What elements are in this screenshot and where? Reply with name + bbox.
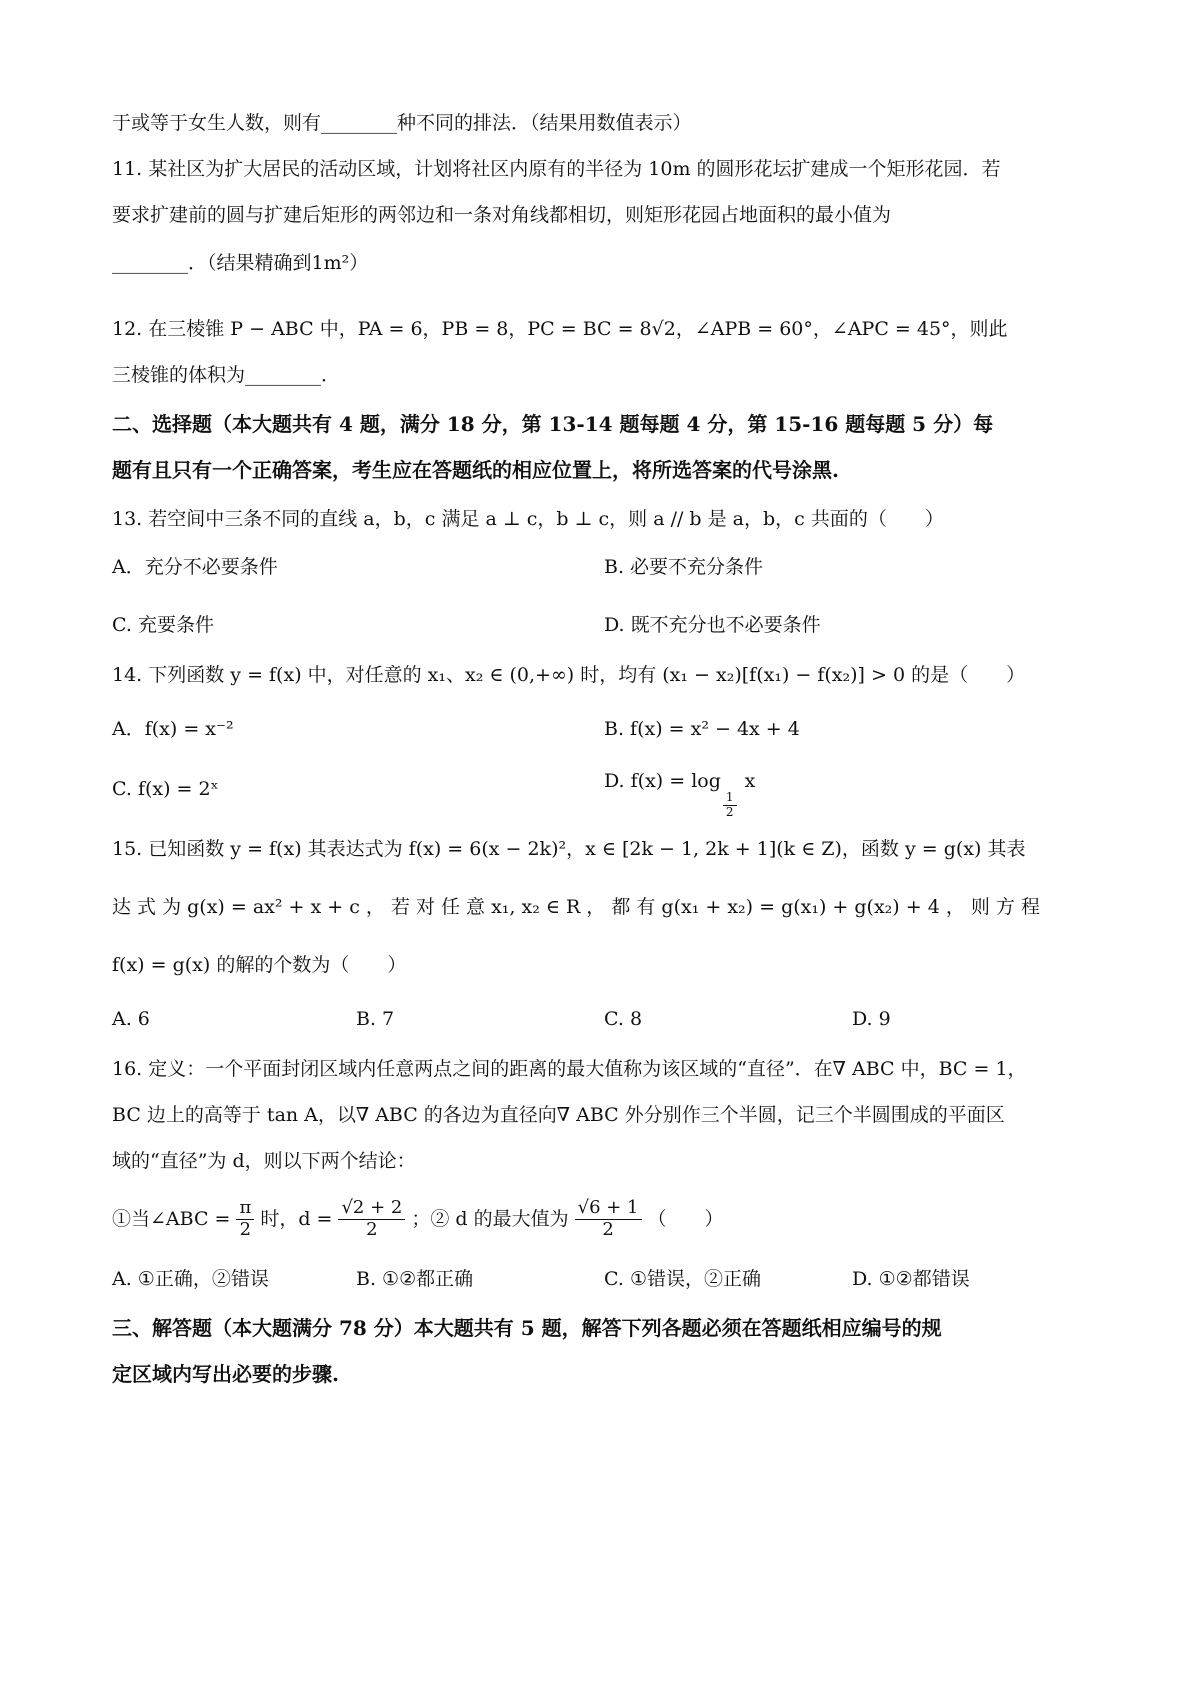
q11-line1: 11. 某社区为扩大居民的活动区域，计划将社区内原有的半径为 10m 的圆形花坛扩建成一个矩形花园．若: [112, 158, 1001, 180]
q11-line2: 要求扩建前的圆与扩建后矩形的两邻边和一条对角线都相切，则矩形花园占地面积的最小值为: [112, 204, 892, 226]
q14-d-log-base: [723, 791, 737, 820]
q14-option-a: A．f(x) = x⁻²: [112, 718, 234, 740]
q15-option-c: C. 8: [604, 1008, 643, 1030]
q16-frac3-numerator: √6 + 1: [575, 1198, 642, 1220]
section3-heading-line2: 定区域内写出必要的步骤.: [112, 1362, 339, 1386]
section2-heading-line1: 二、选择题（本大题共有 4 题，满分 18 分，第 13-14 题每题 4 分，第 15-16 题每题 5 分）每: [112, 412, 994, 436]
q16-frac2-numerator: √2 + 2: [338, 1198, 405, 1220]
q13-option-b: B. 必要不充分条件: [604, 556, 764, 578]
q16-line1: 16. 定义：一个平面封闭区域内任意两点之间的距离的最大值称为该区域的“直径”．在∇ ABC 中，BC = 1，: [112, 1058, 1027, 1080]
q16-line3: 域的“直径”为 d，则以下两个结论：: [112, 1150, 416, 1172]
q16-conclusion2-prefix: ；② d 的最大值为: [411, 1207, 569, 1230]
q14-d-base-denominator: 2: [725, 804, 734, 819]
q16-line2: BC 边上的高等于 tan A，以∇ ABC 的各边为直径向∇ ABC 外分别作三个半圆，记三个半圆围成的平面区: [112, 1104, 1005, 1126]
q14-option-b: B. f(x) = x² − 4x + 4: [604, 718, 800, 740]
q16-frac1-numerator: π: [236, 1198, 254, 1220]
q15-line2: 达 式 为 g(x) = ax² + x + c ， 若 对 任 意 x₁, x₂ ∈ R ， 都 有 g(x₁ + x₂) = g(x₁) + g(x₂) + 4 ， 则 方 程: [112, 896, 1040, 918]
q11-line3: ________．（结果精确到1m²）: [112, 252, 369, 274]
q16-fraction-d-value: [338, 1198, 405, 1240]
q14-stem: 14. 下列函数 y = f(x) 中，对任意的 x₁、x₂ ∈ (0,+∞) 时，均有 (x₁ − x₂)[f(x₁) − f(x₂)] > 0 的是（ ）: [112, 664, 1026, 686]
section2-heading-line2: 题有且只有一个正确答案，考生应在答题纸的相应位置上，将所选答案的代号涂黑.: [112, 458, 839, 482]
q15-option-a: A. 6: [112, 1008, 150, 1030]
q16-fraction-pi-over-2: [236, 1198, 254, 1240]
q16-fraction-max-value: [575, 1198, 642, 1240]
q13-stem: 13. 若空间中三条不同的直线 a，b，c 满足 a ⊥ c，b ⊥ c，则 a // b 是 a，b，c 共面的（ ）: [112, 508, 944, 530]
q16-answer-parens: （ ）: [647, 1207, 724, 1230]
q13-option-d: D. 既不充分也不必要条件: [604, 614, 821, 636]
q14-option-c: C. f(x) = 2ˣ: [112, 778, 219, 800]
q16-option-b: B. ①②都正确: [356, 1268, 474, 1290]
section3-heading-line1: 三、解答题（本大题满分 78 分）本大题共有 5 题，解答下列各题必须在答题纸相应编号的规: [112, 1316, 942, 1340]
q15-option-b: B. 7: [356, 1008, 395, 1030]
q16-option-d: D. ①②都错误: [852, 1268, 970, 1290]
q14-d-prefix: D. f(x) = log: [604, 770, 721, 792]
q16-conclusions-line: [112, 1198, 724, 1240]
q13-option-c: C. 充要条件: [112, 614, 214, 636]
q13-option-a: A．充分不必要条件: [112, 556, 278, 578]
q16-frac3-denominator: 2: [602, 1218, 614, 1240]
q12-line1: 12. 在三棱锥 P − ABC 中，PA = 6，PB = 8，PC = BC = 8√2，∠APB = 60°，∠APC = 45°，则此: [112, 318, 1008, 340]
q15-line1: 15. 已知函数 y = f(x) 其表达式为 f(x) = 6(x − 2k)²，x ∈ [2k − 1, 2k + 1](k ∈ Z)，函数 y = g(x) 其表: [112, 838, 1026, 860]
q16-frac1-denominator: 2: [239, 1218, 252, 1240]
q16-option-c: C. ①错误，②正确: [604, 1268, 761, 1290]
q16-option-a: A. ①正确，②错误: [112, 1268, 269, 1290]
q16-frac2-denominator: 2: [366, 1218, 378, 1240]
q10-continuation: 于或等于女生人数，则有________种不同的排法．（结果用数值表示）: [112, 112, 692, 134]
q16-conclusion1-middle: 时，d =: [260, 1207, 333, 1230]
q15-line3: f(x) = g(x) 的解的个数为（ ）: [112, 954, 407, 976]
q14-option-d: [604, 770, 755, 820]
q16-conclusion1-prefix: ①当∠ABC =: [112, 1207, 231, 1230]
q15-option-d: D. 9: [852, 1008, 891, 1030]
q12-line2: 三棱锥的体积为________．: [112, 364, 341, 386]
q14-d-suffix: x: [738, 770, 756, 792]
q14-d-base-numerator: 1: [723, 791, 737, 806]
